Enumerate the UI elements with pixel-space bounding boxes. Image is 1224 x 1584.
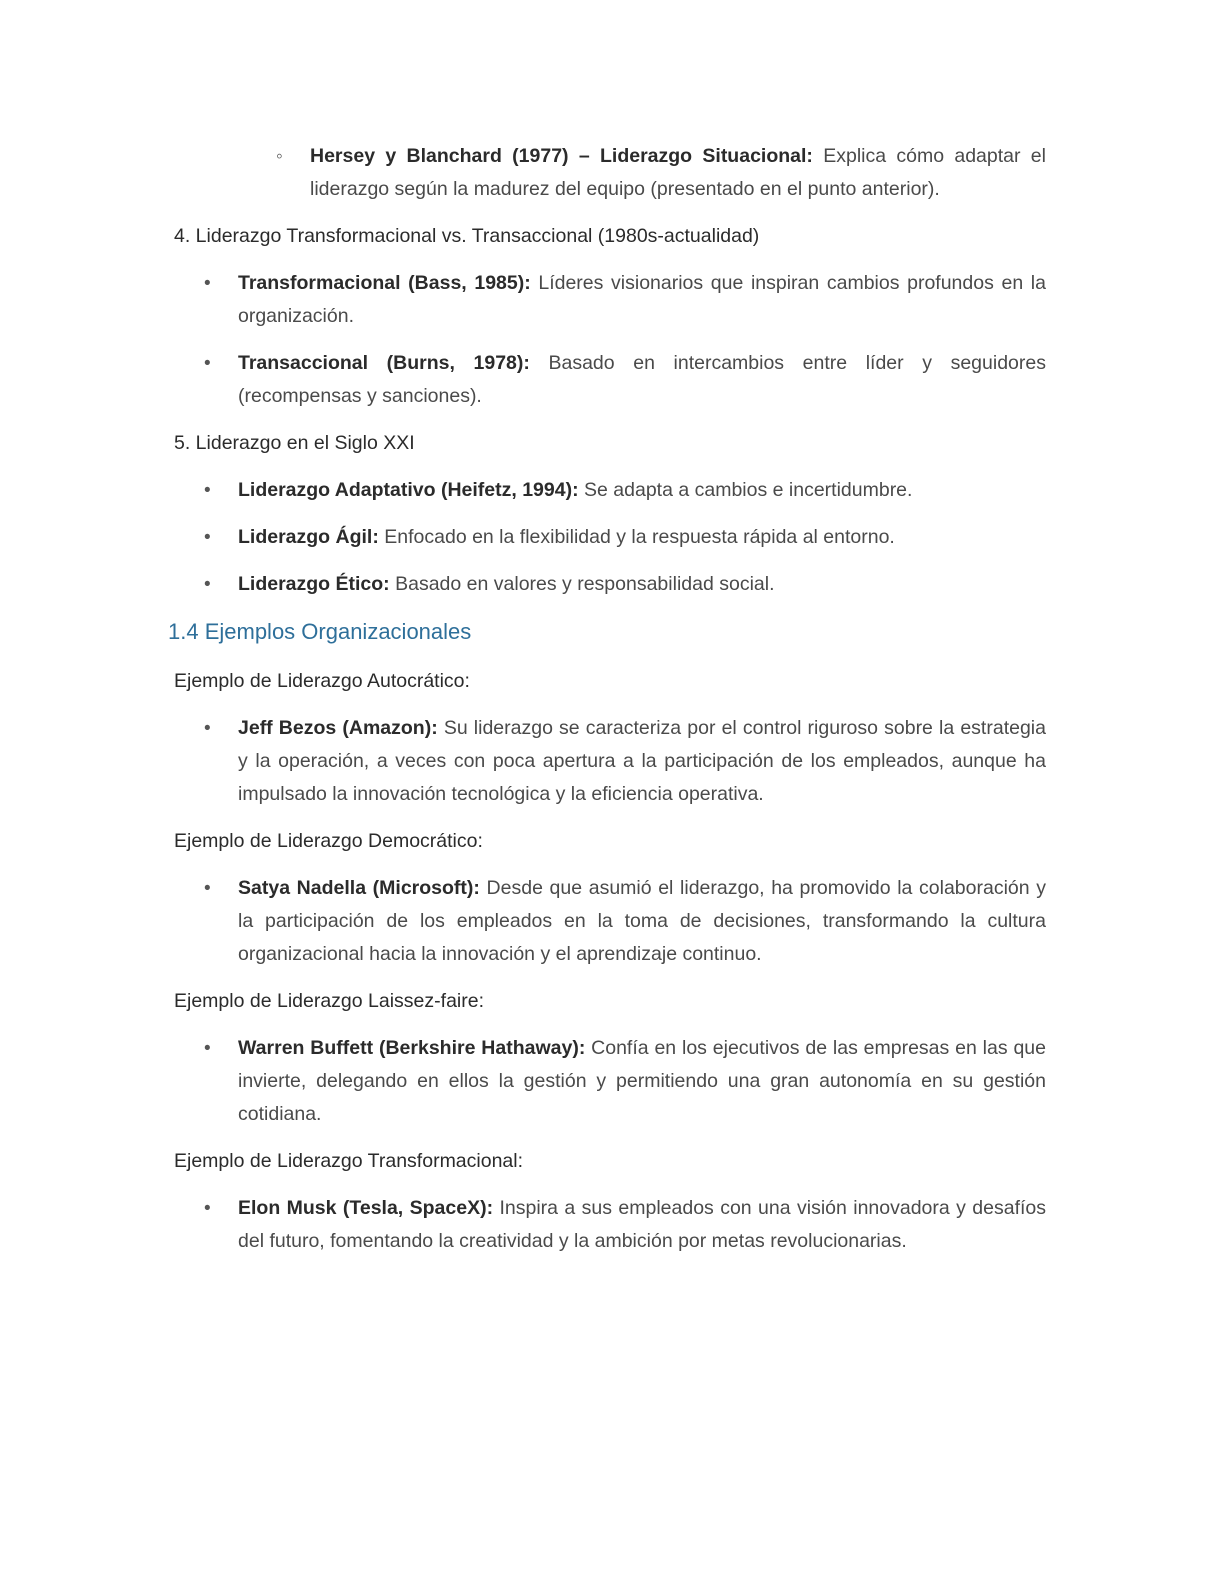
item-lead: Elon Musk (Tesla, SpaceX): bbox=[238, 1197, 494, 1219]
item-lead: Satya Nadella (Microsoft): bbox=[238, 877, 480, 899]
item-lead: Transformacional (Bass, 1985): bbox=[238, 272, 531, 294]
bullet-icon: • bbox=[204, 527, 211, 548]
item-text: Confía en los ejecutivos de las empresas en las que invierte, delegando en ellos la gestión y permitiendo una gran autonomía en su gestión cotidiana. bbox=[238, 1037, 1046, 1125]
bullet-icon: • bbox=[204, 353, 211, 374]
item-text: Basado en valores y responsabilidad social. bbox=[389, 573, 775, 595]
section-heading-5: 5. Liderazgo en el Siglo XXI bbox=[174, 432, 415, 454]
example-heading: Ejemplo de Liderazgo Autocrático: bbox=[174, 670, 470, 692]
item-lead: Transaccional (Burns, 1978): bbox=[238, 352, 530, 374]
list-item bbox=[174, 347, 1046, 413]
item-lead: Warren Buffett (Berkshire Hathaway): bbox=[238, 1037, 586, 1059]
section-title-examples: 1.4 Ejemplos Organizacionales bbox=[168, 619, 472, 644]
item-text: Su liderazgo se caracteriza por el control riguroso sobre la estrategia y la operación, a veces con poca apertura a la participación de los empleados, aunque ha impulsado la innovación tecnológica y la eficiencia operativa. bbox=[238, 717, 1046, 805]
list-item bbox=[174, 568, 1046, 601]
item-lead: Liderazgo Ágil: bbox=[238, 526, 379, 548]
example-heading: Ejemplo de Liderazgo Democrático: bbox=[174, 830, 483, 852]
bullet-icon: • bbox=[204, 718, 211, 739]
bullet-icon: • bbox=[204, 273, 211, 294]
list-item bbox=[174, 1032, 1046, 1131]
hollow-bullet-icon: ◦ bbox=[276, 146, 283, 167]
item-lead: Liderazgo Adaptativo (Heifetz, 1994): bbox=[238, 479, 579, 501]
list-item bbox=[174, 712, 1046, 811]
item-lead: Liderazgo Ético: bbox=[238, 573, 390, 595]
item-lead: Hersey y Blanchard (1977) – Liderazgo Situacional: bbox=[310, 145, 813, 167]
list-item bbox=[174, 140, 1046, 206]
item-text: Basado en intercambios entre líder y seguidores (recompensas y sanciones). bbox=[238, 352, 1046, 407]
list-item bbox=[174, 267, 1046, 333]
bullet-icon: • bbox=[204, 878, 211, 899]
item-text: Explica cómo adaptar el liderazgo según la madurez del equipo (presentado en el punto anterior). bbox=[310, 145, 1046, 200]
list-item bbox=[174, 1192, 1046, 1258]
example-heading: Ejemplo de Liderazgo Laissez-faire: bbox=[174, 990, 485, 1012]
document-content bbox=[168, 140, 1046, 1272]
list-item bbox=[174, 521, 1046, 554]
bullet-icon: • bbox=[204, 574, 211, 595]
example-heading: Ejemplo de Liderazgo Transformacional: bbox=[174, 1150, 524, 1172]
bullet-icon: • bbox=[204, 1038, 211, 1059]
item-text: Líderes visionarios que inspiran cambios profundos en la organización. bbox=[238, 272, 1046, 327]
list-item bbox=[174, 872, 1046, 971]
bullet-icon: • bbox=[204, 480, 211, 501]
item-text: Enfocado en la flexibilidad y la respuesta rápida al entorno. bbox=[378, 526, 895, 548]
item-text: Inspira a sus empleados con una visión innovadora y desafíos del futuro, fomentando la creatividad y la ambición por metas revolucionarias. bbox=[238, 1197, 1046, 1252]
bullet-icon: • bbox=[204, 1198, 211, 1219]
item-lead: Jeff Bezos (Amazon): bbox=[238, 717, 438, 739]
item-text: Desde que asumió el liderazgo, ha promovido la colaboración y la participación de los empleados en la toma de decisiones, transformando la cultura organizacional hacia la innovación y el aprendizaje continuo. bbox=[238, 877, 1046, 965]
section-heading-4: 4. Liderazgo Transformacional vs. Transaccional (1980s-actualidad) bbox=[174, 225, 760, 247]
list-item bbox=[174, 474, 1046, 507]
item-text: Se adapta a cambios e incertidumbre. bbox=[578, 479, 913, 501]
